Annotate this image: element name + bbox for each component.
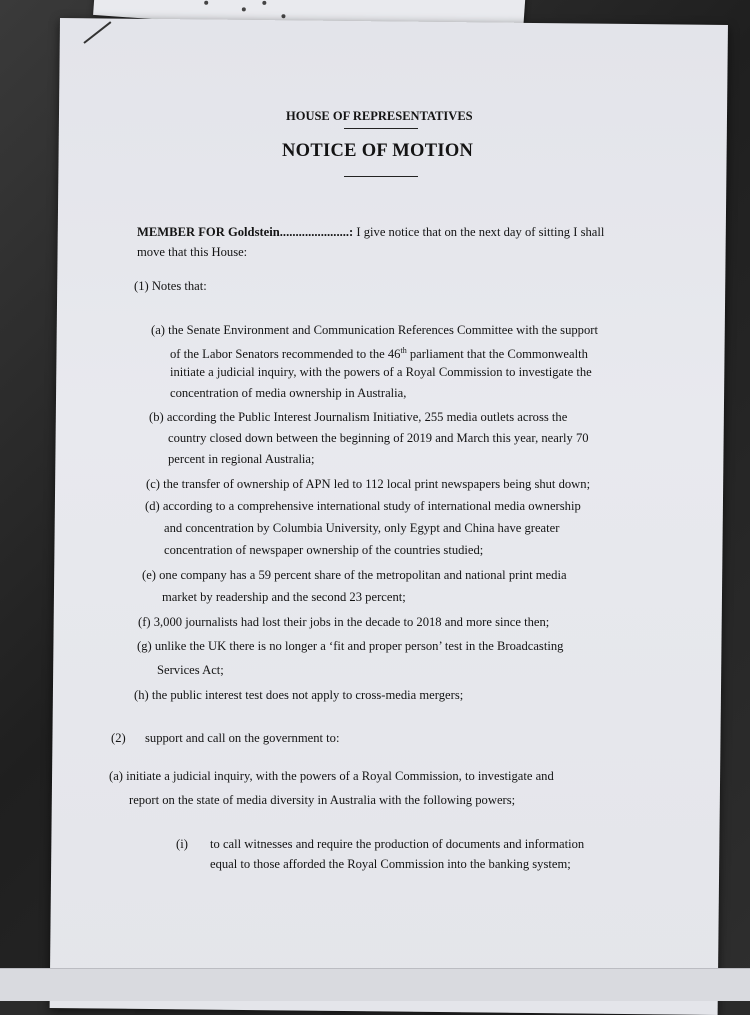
subitem-i-number: (i) (176, 837, 188, 851)
section-1-heading: (1) Notes that: (134, 279, 207, 293)
item-g-line1: (g) unlike the UK there is no longer a ‘fit and proper person’ test in the Broadcasting (137, 639, 564, 653)
item-e-line1: (e) one company has a 59 percent share of the metropolitan and national print media (142, 568, 567, 582)
item-a-line1: (a) the Senate Environment and Communication References Committee with the support (151, 323, 598, 337)
member-dots: ......................: (279, 225, 354, 239)
item-d-line2: and concentration by Columbia University, only Egypt and China have greater (164, 521, 560, 535)
section-2-number: (2) (111, 731, 126, 745)
item-a-text: parliament that the Commonwealth (406, 347, 588, 362)
item-d-line3: concentration of newspaper ownership of the countries studied; (164, 543, 484, 557)
item-b-line2: country closed down between the beginning of 2019 and March this year, nearly 70 (168, 431, 589, 445)
superscript: th (400, 346, 407, 355)
item-d-line1: (d) according to a comprehensive international study of international media ownership (145, 499, 581, 513)
section-2-a-line2: report on the state of media diversity in Australia with the following powers; (129, 793, 516, 807)
item-g-line2: Services Act; (157, 663, 224, 677)
item-a-text: of the Labor Senators recommended to the 46 (170, 347, 401, 362)
item-h: (h) the public interest test does not apply to cross-media mergers; (134, 688, 464, 702)
house-heading: HOUSE OF REPRESENTATIVES (286, 109, 473, 123)
item-a-line2 (170, 343, 588, 362)
item-b-line3: percent in regional Australia; (168, 452, 315, 466)
hole-dot (281, 14, 285, 18)
hole-dot (242, 7, 246, 11)
member-name: Goldstein (227, 225, 280, 239)
hole-dot (262, 1, 266, 5)
page-title: NOTICE OF MOTION (282, 141, 474, 161)
item-b-line1: (b) according the Public Interest Journalism Initiative, 255 media outlets across the (149, 410, 568, 424)
member-line (137, 224, 604, 240)
section-2-a-line1: (a) initiate a judicial inquiry, with the powers of a Royal Commission, to investigate and (109, 769, 554, 783)
divider-line (344, 176, 418, 177)
member-intro: I give notice that on the next day of sitting I shall (353, 225, 605, 239)
page-bottom-edge (0, 968, 750, 1001)
section-2-heading: support and call on the government to: (145, 731, 340, 745)
divider-line (344, 128, 418, 129)
member-label: MEMBER FOR (137, 225, 225, 239)
item-e-line2: market by readership and the second 23 percent; (162, 590, 406, 604)
subitem-i-line2: equal to those afforded the Royal Commission into the banking system; (210, 857, 571, 871)
item-f: (f) 3,000 journalists had lost their jobs in the decade to 2018 and more since then; (138, 615, 550, 629)
item-c: (c) the transfer of ownership of APN led to 112 local print newspapers being shut down; (146, 477, 591, 491)
subitem-i-line1: to call witnesses and require the production of documents and information (210, 837, 585, 851)
item-a-line3: initiate a judicial inquiry, with the powers of a Royal Commission to investigate the (170, 365, 592, 379)
item-a-line4: concentration of media ownership in Australia, (170, 386, 407, 400)
hole-dot (204, 1, 208, 5)
member-intro-cont: move that this House: (137, 245, 248, 259)
